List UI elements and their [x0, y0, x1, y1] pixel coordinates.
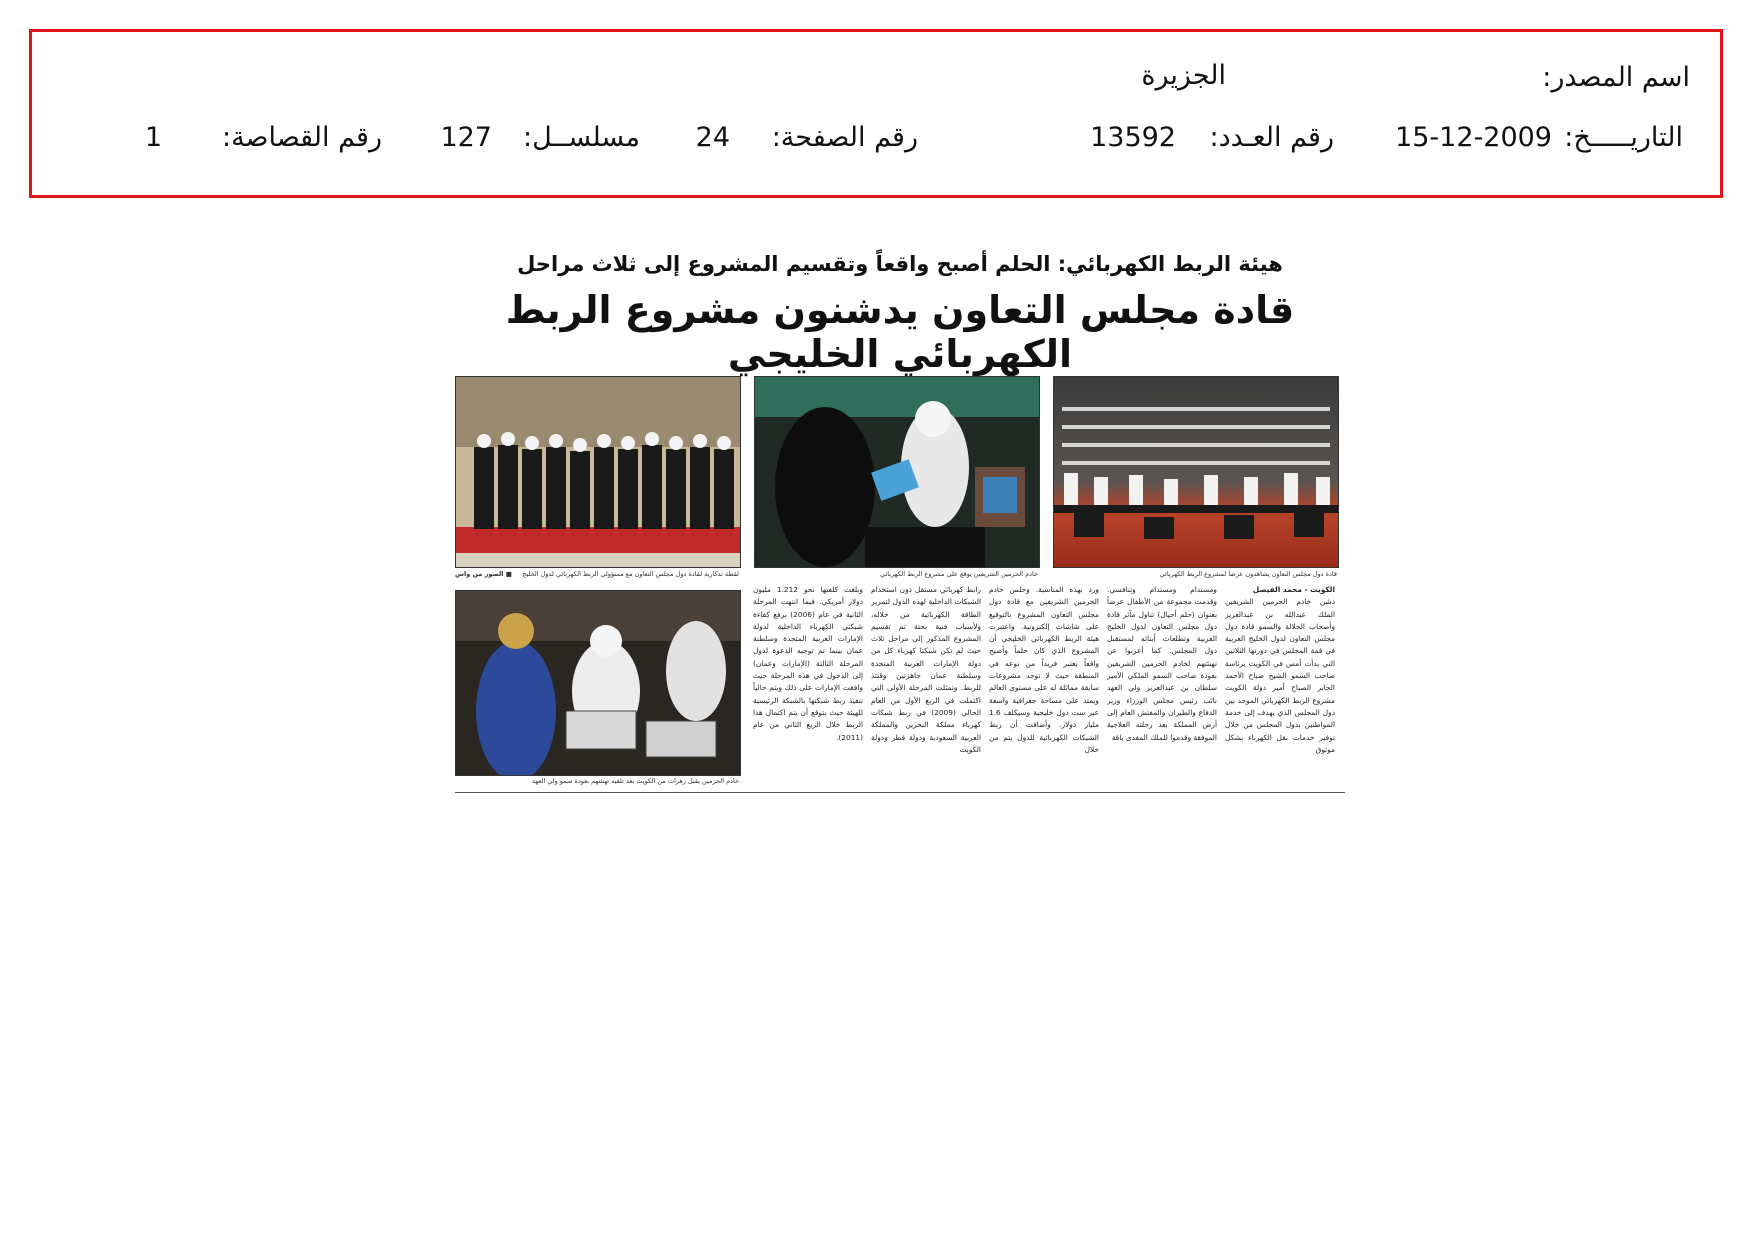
issue-value: 13592: [1090, 122, 1176, 153]
clipping-bottom-rule: [455, 792, 1345, 793]
caption-photo-3: لقطة تذكارية لقادة دول مجلس التعاون مع مسؤولي الربط الكهربائي لدول الخليج: [522, 570, 739, 578]
article-column-2-text: ومستدام ومستدام وتنافسي. وقدمت مجموعة من الأطفال عرضاً بعنوان (حلم أجيال) تناول مآثر قادة دول مجلس التعاون لدول الخليج العربية وتطلعات أبنائه لمستقبل دول المجلس. كما أعربوا عن تهنئتهم لخادم الحرمين الشريفين بعودة صاحب السمو الملكي الأمير سلطان بن عبدالعزيز ولي العهد نائب رئيس مجلس الوزراء وزير الدفاع والطيران والمفتش العام إلى أرض المملكة بعد رحلته العلاجية الموفقة وقدموا للملك المفدى باقة: [1107, 585, 1217, 742]
article-subtitle: هيئة الربط الكهربائي: الحلم أصبح واقعاً وتقسيم المشروع إلى ثلاث مراحل: [517, 252, 1283, 276]
article-column-1-text: دشن خادم الحرمين الشريفين الملك عبدالله بن عبدالعزيز وأصحاب الجلالة والسمو قادة دول مجلس التعاون لدول الخليج العربية في قمة المجلس في دورتها الثلاثين التي بدأت أمس في الكويت برئاسة صاحب السمو الشيخ صباح الأحمد الجابر الصباح أمير دولة الكويت مشروع الربط الكهربائي الموحد بين دول المجلس الذي يهدف إلى خدمة المواطنين بدول المجلس من خلال توفير خدمات نقل الكهرباء بشكل موثوق: [1225, 597, 1335, 754]
clip-number-label: رقم القصاصة:: [221, 122, 382, 153]
caption-photo-4: خادم الحرمين يقبل زهرات من الكويت بعد تلقيه تهنئتهم بعودة سمو ولي العهد: [531, 777, 739, 785]
page-label: رقم الصفحة:: [771, 122, 918, 153]
article-column-4: [871, 584, 981, 1024]
serial-value: 127: [440, 122, 492, 153]
article-column-3: [989, 584, 1099, 1024]
date-value: 15-12-2009: [1395, 122, 1552, 153]
article-column-3-text: ورد بهذه المناسبة. وحلس خادم الحرمين الشريفين مع قادة دول مجلس التعاون المشروع بالتوقيع على شاشات إلكترونية. واعتبرت هيئة الربط الكهربائي الخليجي أن المشروع الذي كان حلماً وأصبح واقعاً يعتبر فريداً من نوعه في المنطقة حيث لا توجد مشروعات سابقة مماثلة له على مستوى العالم ويمتد على مساحة جغرافية واسعة عبر ست دول خليجية وسيكلف 1.6 مليار دولار. وأضافت أن ربط الشبكات الكهربائية للدول يتم من خلال: [989, 585, 1099, 754]
page-value: 24: [695, 122, 730, 153]
signing-image: [755, 377, 1039, 567]
source-label: اسم المصدر:: [1542, 62, 1690, 93]
newspaper-clipping: [455, 240, 1345, 800]
article-column-5-text: وبلغت كلفتها نحو 1.212 مليون دولار أمريكي. فيما انتهت المرحلة الثانية في عام (2006) برفع كفاءة شبكتي الكهرباء الداخلية لدولة الإمارات العربية المتحدة وسلطنة عمان بينما تم توجيه الدعوة لدول المرحلة الثالثة (الإمارات وعمان) إلى الدخول في هذه المرحلة حيث وافقت الإمارات على ذلك ويتم حالياً تنفيذ ربط شبكتها بالشبكة الرئيسية للهيئة حيث يتوقع أن يتم اكتمال هذا الربط خلال الربع الثاني من عام (2011).: [753, 585, 863, 742]
photo-leaders-audience: [1053, 376, 1339, 568]
clipping-metadata-box: [29, 29, 1723, 198]
clip-number-value: 1: [144, 122, 162, 153]
article-column-2: [1107, 584, 1217, 1024]
photo-king-flowers: [455, 590, 741, 776]
caption-photo-2: خادم الحرمين الشريفين يوقع على مشروع الربط الكهربائي: [880, 570, 1038, 578]
group-photo-image: [456, 377, 740, 567]
article-byline: الكويت - محمد الفيصل: [1252, 585, 1335, 594]
caption-photo-1: قادة دول مجلس التعاون يشاهدون عرضاً لمشروع الربط الكهربائي: [1159, 570, 1337, 578]
photo-king-signing: [754, 376, 1040, 568]
source-value: الجزيرة: [1141, 60, 1226, 91]
article-column-1: [1225, 584, 1335, 1024]
article-column-4-text: رابط كهربائي مستقل دون استخدام الشبكات الداخلية لهذه الدول لتمرير الطاقة الكهربائية من خلاله، ولأسباب فنية بحتة تم تقسيم المشروع المذكور إلى مراحل ثلاث حيث لم تكن شبكتا كهرباء كل من دولة الإمارات العربية المتحدة وسلطنة عمان جاهزتين وقتئذ للربط. وتمثلت المرحلة الأولى التي اكتملت في الربع الأول من العام الحالي (2009) في ربط شبكات كهرباء مملكة البحرين والمملكة العربية السعودية ودولة قطر ودولة الكويت: [871, 585, 981, 754]
issue-label: رقم العـدد:: [1209, 122, 1334, 153]
flowers-image: [456, 591, 740, 775]
date-label: التاريـــــخ:: [1564, 122, 1683, 153]
serial-label: مسلســل:: [523, 122, 640, 153]
photo-credit: ■ الصور من واس: [455, 570, 512, 578]
article-column-5: [753, 584, 863, 1024]
audience-hall-image: [1054, 377, 1338, 567]
article-headline: قادة مجلس التعاون يدشنون مشروع الربط الكهربائي الخليجي: [505, 288, 1295, 376]
photo-group-leaders: [455, 376, 741, 568]
